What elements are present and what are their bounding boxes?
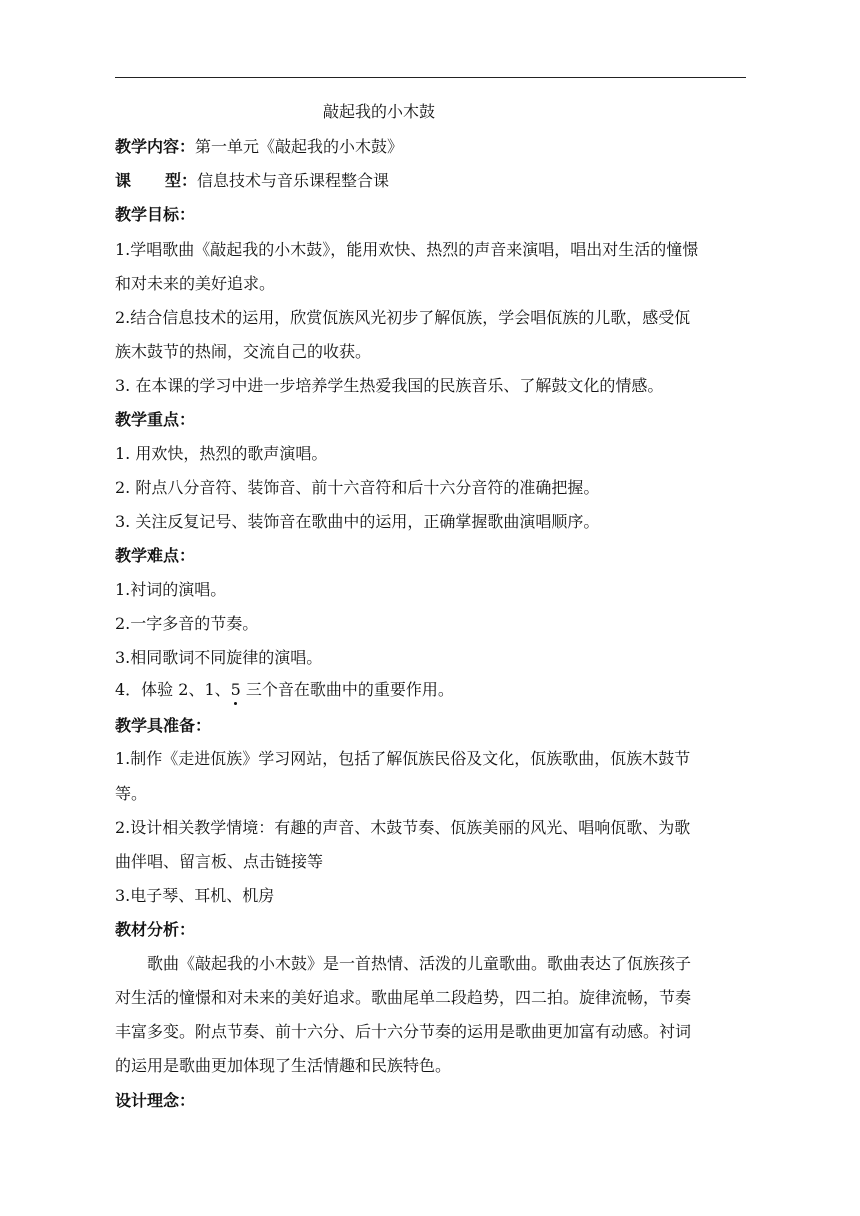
preparation-line: 1.制作《走进佤族》学习网站，包括了解佤族民俗及文化，佤族歌曲，佤族木鼓节 bbox=[115, 749, 691, 768]
objective-line: 3. 在本课的学习中进一步培养学生热爱我国的民族音乐、了解鼓文化的情感。 bbox=[115, 376, 664, 395]
objective-line: 2.结合信息技术的运用，欣赏佤族风光初步了解佤族，学会唱佤族的儿歌，感受佤 bbox=[115, 308, 691, 327]
low-octave-note: 5 bbox=[230, 680, 241, 699]
objective-line: 和对未来的美好追求。 bbox=[115, 274, 276, 293]
analysis-line: 丰富多变。附点节奏、前十六分、后十六分节奏的运用是歌曲更加富有动感。衬词 bbox=[115, 1022, 692, 1041]
objectives-heading: 教学目标： bbox=[115, 205, 196, 224]
objective-line: 1.学唱歌曲《敲起我的小木鼓》，能用欢快、热烈的声音来演唱，唱出对生活的憧憬 bbox=[115, 240, 699, 259]
difficulty-line-4-suffix: 三个音在歌曲中的重要作用。 bbox=[240, 680, 454, 699]
difficulty-line: 3.相同歌词不同旋律的演唱。 bbox=[115, 648, 323, 667]
key-point-line: 3. 关注反复记号、装饰音在歌曲中的运用，正确掌握歌曲演唱顺序。 bbox=[115, 512, 600, 531]
difficulty-line-4-prefix: 4．体验 2、1、 bbox=[115, 680, 231, 699]
preparation-line: 等。 bbox=[115, 784, 148, 803]
lesson-type-row bbox=[115, 171, 389, 191]
preparation-heading: 教学具准备： bbox=[115, 716, 212, 735]
key-point-line: 2. 附点八分音符、装饰音、前十六音符和后十六分音符的准确把握。 bbox=[115, 478, 600, 497]
difficulty-line-4 bbox=[115, 680, 454, 700]
lesson-type-label-b: 型： bbox=[165, 171, 198, 190]
content-value: 第一单元《敲起我的小木鼓》 bbox=[195, 137, 404, 156]
analysis-line: 歌曲《敲起我的小木鼓》是一首热情、活泼的儿童歌曲。歌曲表达了佤族孩子 bbox=[147, 954, 692, 973]
preparation-line: 2.设计相关教学情境：有趣的声音、木鼓节奏、佤族美丽的风光、唱响佤歌、为歌 bbox=[115, 818, 691, 837]
key-points-heading: 教学重点： bbox=[115, 410, 196, 429]
difficulties-heading: 教学难点： bbox=[115, 546, 196, 565]
difficulty-line: 1.衬词的演唱。 bbox=[115, 580, 227, 599]
lesson-type-label-a: 课 bbox=[115, 171, 132, 190]
analysis-line: 的运用是歌曲更加体现了生活情趣和民族特色。 bbox=[115, 1056, 452, 1075]
header-rule bbox=[115, 77, 746, 78]
document-title: 敲起我的小木鼓 bbox=[323, 102, 436, 121]
content-row bbox=[115, 137, 403, 157]
content-label: 教学内容： bbox=[115, 137, 196, 156]
design-heading: 设计理念： bbox=[115, 1091, 196, 1110]
preparation-line: 曲伴唱、留言板、点击链接等 bbox=[115, 852, 324, 871]
key-point-line: 1. 用欢快，热烈的歌声演唱。 bbox=[115, 444, 328, 463]
difficulty-line: 2.一字多音的节奏。 bbox=[115, 614, 259, 633]
lesson-type-value: 信息技术与音乐课程整合课 bbox=[197, 171, 390, 190]
preparation-line: 3.电子琴、耳机、机房 bbox=[115, 886, 275, 905]
analysis-heading: 教材分析： bbox=[115, 920, 196, 939]
analysis-line: 对生活的憧憬和对未来的美好追求。歌曲尾单二段趋势，四二拍。旋律流畅，节奏 bbox=[115, 988, 692, 1007]
objective-line: 族木鼓节的热闹，交流自己的收获。 bbox=[115, 342, 372, 361]
